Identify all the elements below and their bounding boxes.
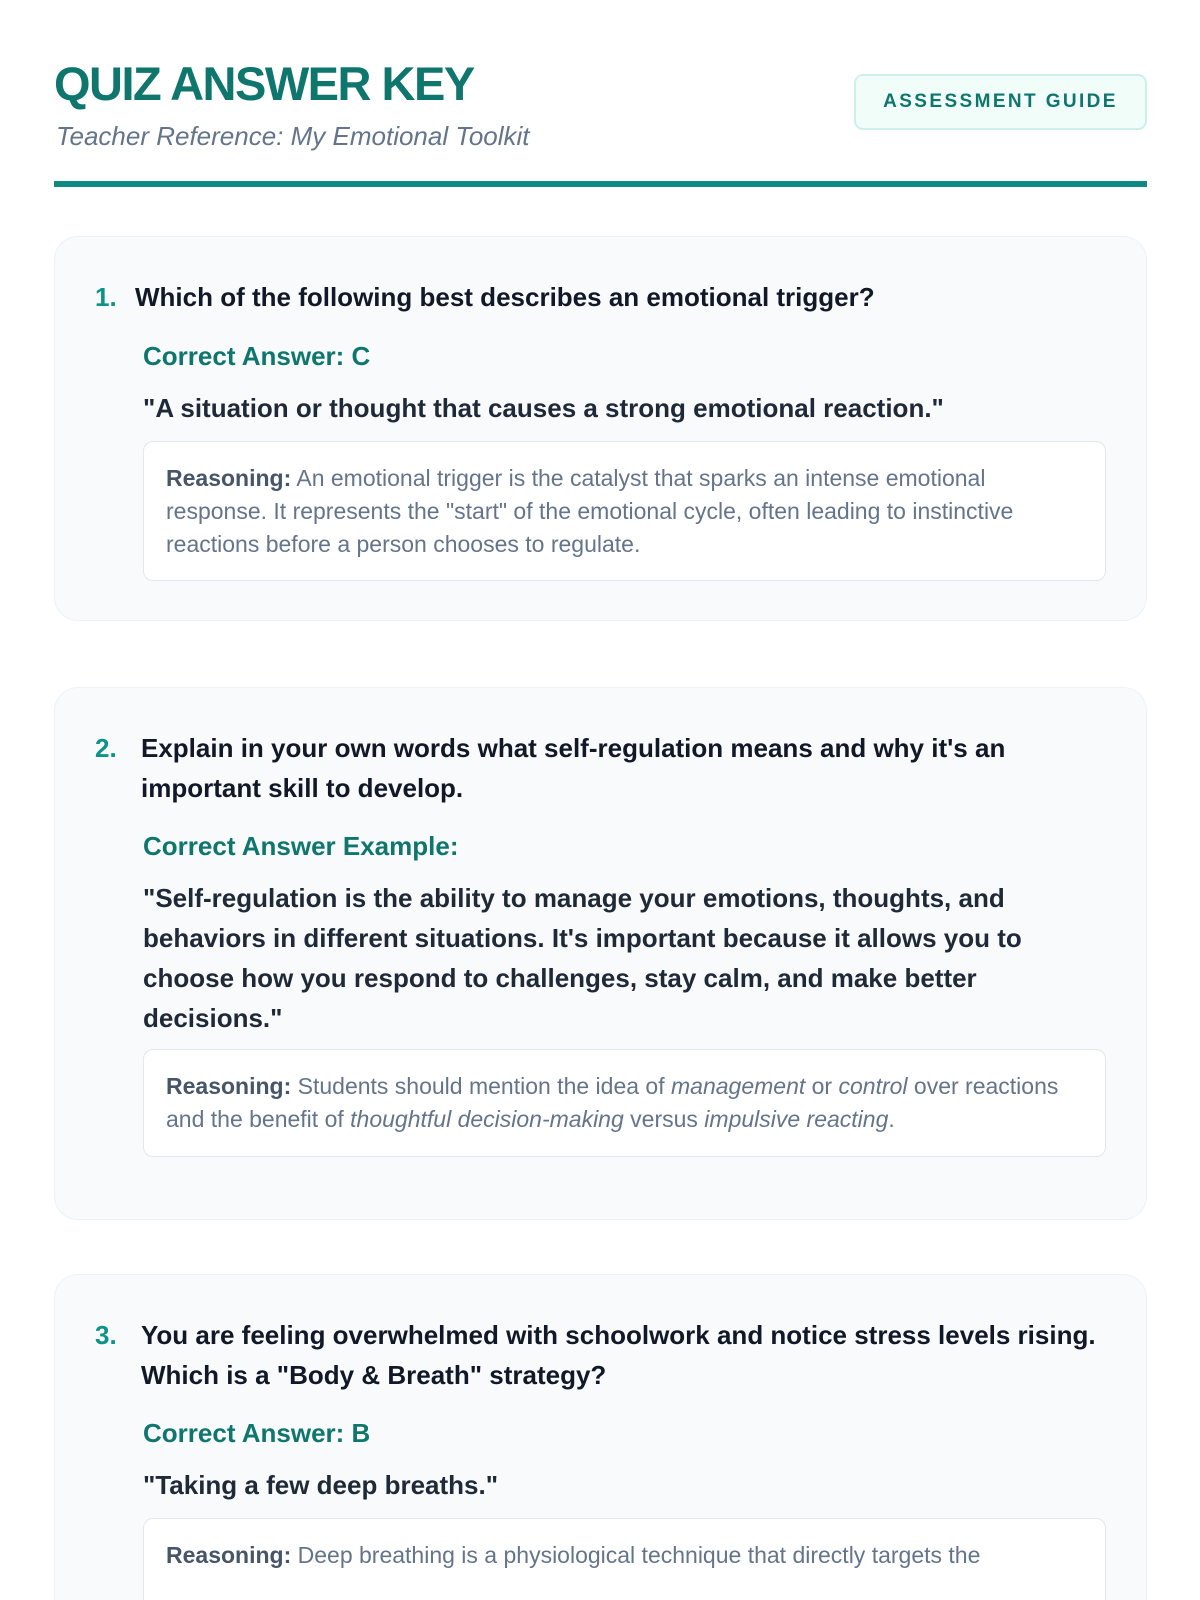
correct-answer-label: Correct Answer Example: xyxy=(143,831,459,861)
header-divider xyxy=(54,181,1147,187)
question-text: Explain in your own words what self-regulation means and why it's an important skill to develop. xyxy=(141,733,1006,803)
correct-answer-text: "Self-regulation is the ability to manage your emotions, thoughts, and behaviors in different situations. It's important because it allows you to choose how you respond to challenges, stay calm, and make better decisions." xyxy=(143,883,1022,1033)
reasoning-text: Students should mention the idea of xyxy=(297,1073,671,1099)
question-text: Which of the following best describes an emotional trigger? xyxy=(135,282,875,312)
reasoning-label: Reasoning: xyxy=(166,465,292,491)
reasoning-text: An emotional trigger is the catalyst that sparks an intense emotional response. It represents the "start" of the emotional cycle, often leading to instinctive reactions before a person chooses to regulate. xyxy=(166,465,1014,557)
assessment-guide-badge: ASSESSMENT GUIDE xyxy=(854,74,1147,130)
page-subtitle: Teacher Reference: My Emotional Toolkit xyxy=(56,121,530,151)
question-card-2 xyxy=(54,687,1147,1220)
correct-answer-text: "Taking a few deep breaths." xyxy=(143,1470,499,1500)
reasoning-box xyxy=(143,441,1106,581)
question-number: 2. xyxy=(95,733,117,763)
correct-answer-label: Correct Answer: C xyxy=(143,341,371,371)
reasoning-emphasis: thoughtful decision-making xyxy=(350,1106,624,1132)
question-number: 1. xyxy=(95,282,117,312)
question-text: You are feeling overwhelmed with schoolwork and notice stress levels rising. Which is a "Body & Breath" strategy? xyxy=(141,1320,1096,1390)
question-number: 3. xyxy=(95,1320,117,1350)
correct-answer-text: "A situation or thought that causes a strong emotional reaction." xyxy=(143,393,944,423)
question-card-1 xyxy=(54,236,1147,621)
question-row xyxy=(95,728,1106,808)
reasoning-label: Reasoning: xyxy=(166,1542,292,1568)
reasoning-text: or xyxy=(805,1073,839,1099)
correct-answer-label: Correct Answer: B xyxy=(143,1418,371,1448)
page-title: QUIZ ANSWER KEY xyxy=(54,57,474,110)
question-row xyxy=(95,1315,1106,1395)
reasoning-text: . xyxy=(888,1106,895,1132)
reasoning-box xyxy=(143,1049,1106,1157)
question-row xyxy=(95,277,1106,317)
reasoning-text: over reactions and the benefit of xyxy=(166,1073,1059,1132)
reasoning-emphasis: control xyxy=(838,1073,908,1099)
reasoning-emphasis: impulsive reacting xyxy=(704,1106,889,1132)
reasoning-text: Deep breathing is a physiological technique that directly targets the xyxy=(297,1542,981,1568)
reasoning-text: versus xyxy=(623,1106,705,1132)
reasoning-box xyxy=(143,1518,1106,1600)
question-card-3 xyxy=(54,1274,1147,1600)
reasoning-label: Reasoning: xyxy=(166,1073,292,1099)
page-header xyxy=(54,56,1147,186)
reasoning-emphasis: management xyxy=(671,1073,806,1099)
